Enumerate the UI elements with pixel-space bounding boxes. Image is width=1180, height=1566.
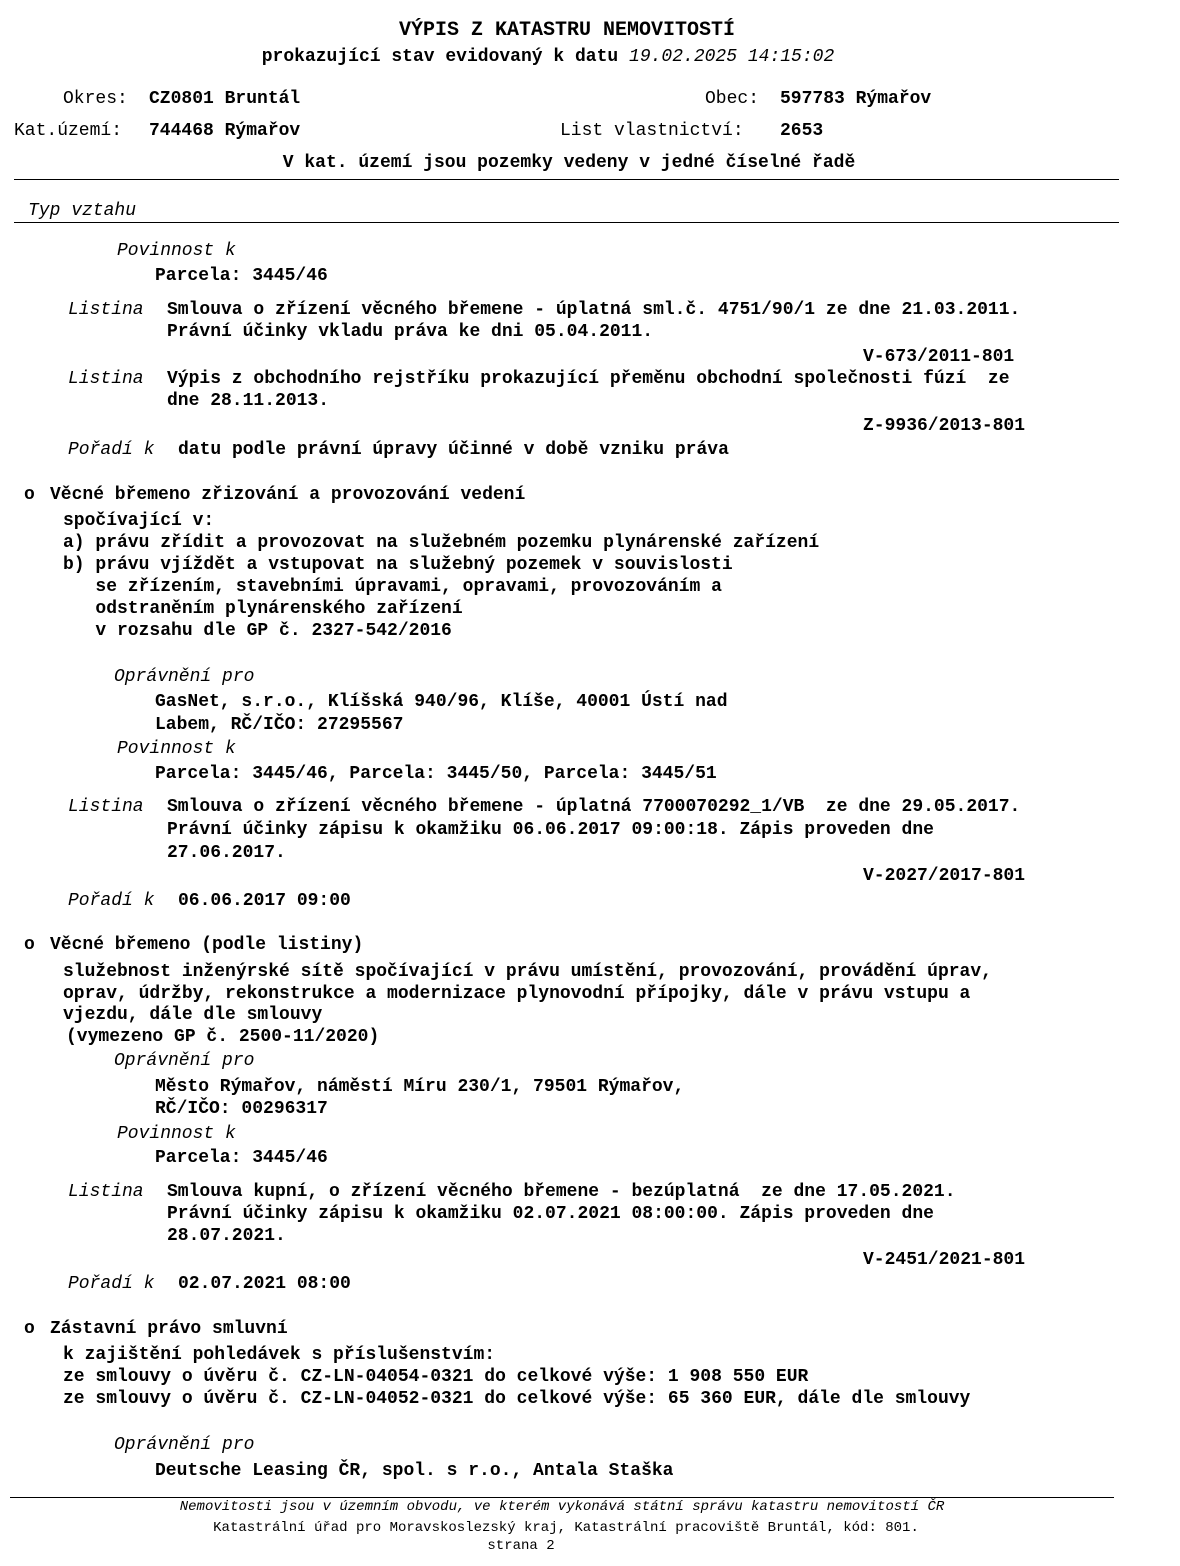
document-title: VÝPIS Z KATASTRU NEMOVITOSTÍ	[398, 19, 736, 42]
opravneni-value-line: GasNet, s.r.o., Klíšská 940/96, Klíše, 40001 Ústí nad	[155, 692, 728, 712]
bullet-icon: o	[24, 485, 35, 505]
povinnost-value: Parcela: 3445/46	[155, 1148, 328, 1168]
listina-text-line: Smlouva o zřízení věcného břemene - úplatná 7700070292_1/VB ze dne 29.05.2017.	[167, 797, 1021, 817]
povinnost-label: Povinnost k	[117, 241, 236, 261]
footer-note: Nemovitosti jsou v územním obvodu, ve kterém vykonává státní správu katastru nemovitostí ČR	[179, 1499, 945, 1515]
katastr-note: V kat. území jsou pozemky vedeny v jedné číselné řadě	[282, 153, 856, 173]
katuzemi-label: Kat.území:	[14, 121, 123, 141]
listina-label: Listina	[68, 797, 144, 817]
section-description-line: a) právu zřídit a provozovat na služebném pozemku plynárenské zařízení	[63, 533, 820, 553]
section-title: Zástavní právo smluvní	[50, 1319, 288, 1339]
list-vlastnictvi-value: 2653	[780, 121, 824, 141]
povinnost-value: Parcela: 3445/46	[155, 266, 328, 286]
poradi-label: Pořadí k	[68, 891, 155, 911]
subtitle-date: 19.02.2025 14:15:02	[629, 47, 835, 67]
opravneni-value-line: Labem, RČ/IČO: 27295567	[155, 715, 404, 735]
okres-label: Okres:	[63, 89, 128, 109]
section-description-line: ze smlouvy o úvěru č. CZ-LN-04052-0321 do celkové výše: 65 360 EUR, dále dle smlouvy	[63, 1389, 971, 1409]
poradi-value: datu podle právní úpravy účinné v době vzniku práva	[178, 440, 729, 460]
bullet-icon: o	[24, 935, 35, 955]
povinnost-label: Povinnost k	[117, 739, 236, 759]
listina-label: Listina	[68, 300, 144, 320]
poradi-value: 02.07.2021 08:00	[178, 1274, 351, 1294]
listina-text-line: dne 28.11.2013.	[167, 391, 330, 411]
povinnost-value: Parcela: 3445/46, Parcela: 3445/50, Parcela: 3445/51	[155, 764, 717, 784]
obec-label: Obec:	[705, 89, 760, 109]
listina-text-line: Výpis z obchodního rejstříku prokazující přeměnu obchodní společnosti fúzí ze	[167, 369, 1010, 389]
footer-office: Katastrální úřad pro Moravskoslezský kraj, Katastrální pracoviště Bruntál, kód: 801.	[213, 1520, 919, 1536]
listina-reference: V-2027/2017-801	[863, 866, 1026, 886]
okres-value: CZ0801 Bruntál	[149, 89, 301, 109]
listina-label: Listina	[68, 369, 144, 389]
listina-text-line: 27.06.2017.	[167, 843, 286, 863]
section-description-line: v rozsahu dle GP č. 2327-542/2016	[63, 621, 452, 641]
listina-text-line: 28.07.2021.	[167, 1226, 286, 1246]
opravneni-label: Oprávnění pro	[114, 1051, 255, 1071]
poradi-label: Pořadí k	[68, 440, 155, 460]
section-title: Věcné břemeno zřizování a provozování vedení	[50, 485, 526, 505]
section-description-line: b) právu vjíždět a vstupovat na služebný pozemek v souvislosti	[63, 555, 733, 575]
opravneni-value-line: RČ/IČO: 00296317	[155, 1099, 328, 1119]
listina-label: Listina	[68, 1182, 144, 1202]
opravneni-label: Oprávnění pro	[114, 1435, 255, 1455]
document-subtitle	[0, 46, 1096, 68]
subtitle-prefix: prokazující stav evidovaný k datu	[261, 47, 619, 67]
povinnost-label: Povinnost k	[117, 1124, 236, 1144]
katuzemi-value: 744468 Rýmařov	[149, 121, 301, 141]
listina-text-line: Právní účinky vkladu práva ke dni 05.04.2011.	[167, 322, 654, 342]
section-description-line: oprav, údržby, rekonstrukce a modernizace plynovodní přípojky, dále v právu vstupu a	[63, 984, 971, 1004]
section-description-line: spočívající v:	[63, 511, 215, 531]
header-divider	[14, 179, 1119, 180]
opravneni-value-line: Město Rýmařov, náměstí Míru 230/1, 79501 Rýmařov,	[155, 1077, 685, 1097]
opravneni-label: Oprávnění pro	[114, 667, 255, 687]
page-number: strana 2	[487, 1538, 555, 1554]
listina-text-line: Právní účinky zápisu k okamžiku 02.07.2021 08:00:00. Zápis proveden dne	[167, 1204, 934, 1224]
listina-reference: V-673/2011-801	[863, 347, 1015, 367]
listina-text-line: Smlouva kupní, o zřízení věcného břemene - bezúplatná ze dne 17.05.2021.	[167, 1182, 956, 1202]
bullet-icon: o	[24, 1319, 35, 1339]
section-description-line: k zajištění pohledávek s příslušenstvím:	[63, 1345, 496, 1365]
poradi-label: Pořadí k	[68, 1274, 155, 1294]
section-description-line: odstraněním plynárenského zařízení	[63, 599, 463, 619]
list-vlastnictvi-label: List vlastnictví:	[560, 121, 744, 141]
section-title: Věcné břemeno (podle listiny)	[50, 935, 364, 955]
section-description-line: se zřízením, stavebními úpravami, opravami, provozováním a	[63, 577, 722, 597]
section-description-line: ze smlouvy o úvěru č. CZ-LN-04054-0321 do celkové výše: 1 908 550 EUR	[63, 1367, 809, 1387]
opravneni-value-line: Deutsche Leasing ČR, spol. s r.o., Antala Staška	[155, 1461, 674, 1481]
obec-value: 597783 Rýmařov	[780, 89, 932, 109]
section-description-line: služebnost inženýrské sítě spočívající v právu umístění, provozování, provádění úprav,	[63, 962, 992, 982]
section-description-line: (vymezeno GP č. 2500-11/2020)	[66, 1027, 380, 1047]
listina-text-line: Smlouva o zřízení věcného břemene - úplatná sml.č. 4751/90/1 ze dne 21.03.2011.	[167, 300, 1021, 320]
column-header-divider	[14, 222, 1119, 223]
section-description-line: vjezdu, dále dle smlouvy	[63, 1005, 323, 1025]
listina-reference: V-2451/2021-801	[863, 1250, 1026, 1270]
listina-reference: Z-9936/2013-801	[863, 416, 1026, 436]
column-header-typ-vztahu: Typ vztahu	[28, 201, 137, 221]
listina-text-line: Právní účinky zápisu k okamžiku 06.06.2017 09:00:18. Zápis proveden dne	[167, 820, 934, 840]
poradi-value: 06.06.2017 09:00	[178, 891, 351, 911]
